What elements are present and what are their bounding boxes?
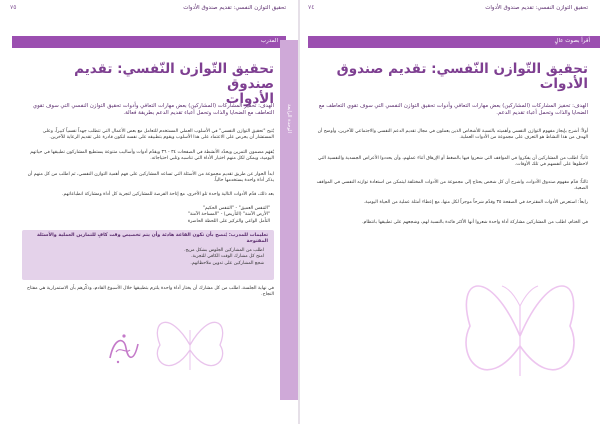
section-band-right — [308, 36, 600, 48]
paragraph-4: بعد ذلك، قدّم الأدوات التالية واحدة تلو الأخرى، مع إتاحة الفرصة للمشاركين لتجربة كل أداة ومشاركة انطباعاتهم. — [62, 192, 274, 197]
page-number-left: ٧٥ — [10, 4, 17, 11]
page-title-left — [24, 62, 274, 107]
chapter-sidebar — [280, 40, 298, 400]
title-line-1: تحقيق التّوازن النّفسي: تقديم صندوق — [336, 61, 588, 77]
box-item: اطلب من المشاركين الجلوس بشكل مريح. — [184, 248, 264, 253]
running-title-right: تحقيق التوازن النفسي: تقديم صندوق الأدوات — [485, 5, 588, 11]
paragraph-2: ثانياً: اطلب من المشاركين أن يفكروا في المواقف التي شعروا فيها بالضغط أو الإرهاق أثناء عملهم، وأن يحددوا الأعراض الجسدية والنفسية التي لاحظوها على أنفسهم في تلك الأوقات. — [318, 156, 588, 168]
box-list — [28, 248, 264, 267]
title-line-2: الأدوات — [225, 91, 274, 107]
tool-item: "الأرض الآمنة" (التأريض) - "المساحة الآمنة" — [187, 212, 270, 218]
box-title: تعليمات للمدرب: يُنصح بأن تكون القاعة هادئة وأن يتم تخصيص وقت كافٍ للتمارين العملية والأسئلة المفتوحة — [36, 233, 268, 245]
calligraphy-logo — [104, 328, 144, 368]
paragraph-2: يُفهَم مضمون التمرين ويحدّد الأنشطة في الصفحات ٣٤ - ٣٦ ويقدّم أدوات وأساليب متنوعة يستطيع المشاركون تطبيقها في حياتهم اليومية، ويمكن لكل منهم اختيار الأداة التي تناسبه وتلبي احتياجاته. — [30, 150, 274, 162]
butterfly-large-icon — [450, 246, 590, 416]
trainer-notes-box — [22, 230, 274, 280]
paragraph-3: ابدأ الحوار عن طريق تقديم مجموعة من الأسئلة التي تساعد المشاركين على فهم أهمية التوازن النفسي، ثم اطلب من كل منهم أن يذكر أداة واحدة يستخدمها حالياً. — [27, 172, 274, 184]
page-title-right — [318, 62, 588, 92]
tool-item: "التنفس العميق" - "التنفس الحكيم" — [202, 206, 270, 211]
left-top-strip — [0, 0, 300, 22]
title-line-2: الأدوات — [539, 76, 588, 92]
band-label-left: المدرب — [260, 38, 278, 44]
paragraph-5: في الختام، اطلب من المشاركين مشاركة أداة واحدة شعروا أنها الأكثر فائدة بالنسبة لهم، وشجعهم على تطبيقها بانتظام. — [362, 220, 588, 225]
paragraph-3: ثالثاً: قدّم مفهوم صندوق الأدوات، واشرح أن كل شخص يحتاج إلى مجموعة من الأدوات المختلفة ليتمكن من استعادة توازنه النفسي في المواقف الصعبة. — [316, 180, 588, 192]
right-top-strip — [300, 0, 600, 22]
objective-left: الهدف: تحفيز المشاركات (المشاركين) بعض مهارات التعافي وأدوات تحقيق التوازن النفسي التي سوف تقوي التعاطف مع الضحايا والذات وتحمل أعباء تقديم الدعم بطريقة فعالة. — [32, 103, 274, 116]
paragraph-1: يُتيح "تحقيق التوازن النفسي" في الأسلوب العملي المستخدم للتعامل مع بعض الأعمال التي تتطلب جهداً نفسياً كبيراً، وعلى المستشار أن يحرص على الاعتماد على هذا الأسلوب ويقوم بتطبيقه على نفسه لتكون قادرة على تقديم الرعاية للآخرين. — [42, 129, 274, 141]
closing-paragraph: في نهاية الجلسة، اطلب من كل مشارك أن يختار أداة واحدة يلتزم بتطبيقها خلال الأسبوع القادم، وذكّرهم بأن الاستمرارية هي مفتاح النجاح. — [27, 286, 274, 298]
paragraph-1: أولاً: أشرح بإيجاز مفهوم التوازن النفسي وأهميته بالنسبة للأشخاص الذين يعملون في مجال تقديم الدعم النفسي والاجتماعي للآخرين، وأوضح أن الهدف من هذا النشاط هو التعرف على مجموعة من الأدوات العملية. — [317, 129, 588, 141]
title-line-1: تحقيق التّوازن النّفسي: تقديم صندوق — [74, 61, 274, 92]
right-page — [300, 0, 600, 424]
sidebar-label: الوحدة الرابعة — [286, 104, 292, 133]
objective-right: الهدف: تحفيز المشاركات (المشاركين) بعض مهارات التعافي وأدوات تحقيق التوازن النفسي التي سوف تقوي التعاطف مع الضحايا والذات وتحمل أعباء تقديم الدعم. — [318, 103, 588, 116]
running-title-left: تحقيق التوازن النفسي: تقديم صندوق الأدوات — [183, 5, 286, 11]
box-item: امنح كل مشارك الوقت الكافي للتجربة. — [191, 254, 264, 260]
tools-list — [30, 206, 270, 225]
box-item: شجع المشاركين على تدوين ملاحظاتهم. — [190, 260, 264, 266]
paragraph-4: رابعاً: استعرض الأدوات المقترحة في الصفحة ٣٥ وقدّم شرحاً موجزاً لكل منها، مع إعطاء أمثلة عملية من الحياة اليومية. — [363, 200, 588, 205]
page-number-right: ٧٤ — [308, 4, 315, 11]
section-band-left — [12, 36, 286, 48]
butterfly-icon — [150, 300, 230, 390]
band-label-right: أقرأ بصوت عالٍ — [554, 38, 590, 44]
tool-item: التأمل الواعي والتركيز على اللحظة الحاضرة — [187, 218, 270, 224]
